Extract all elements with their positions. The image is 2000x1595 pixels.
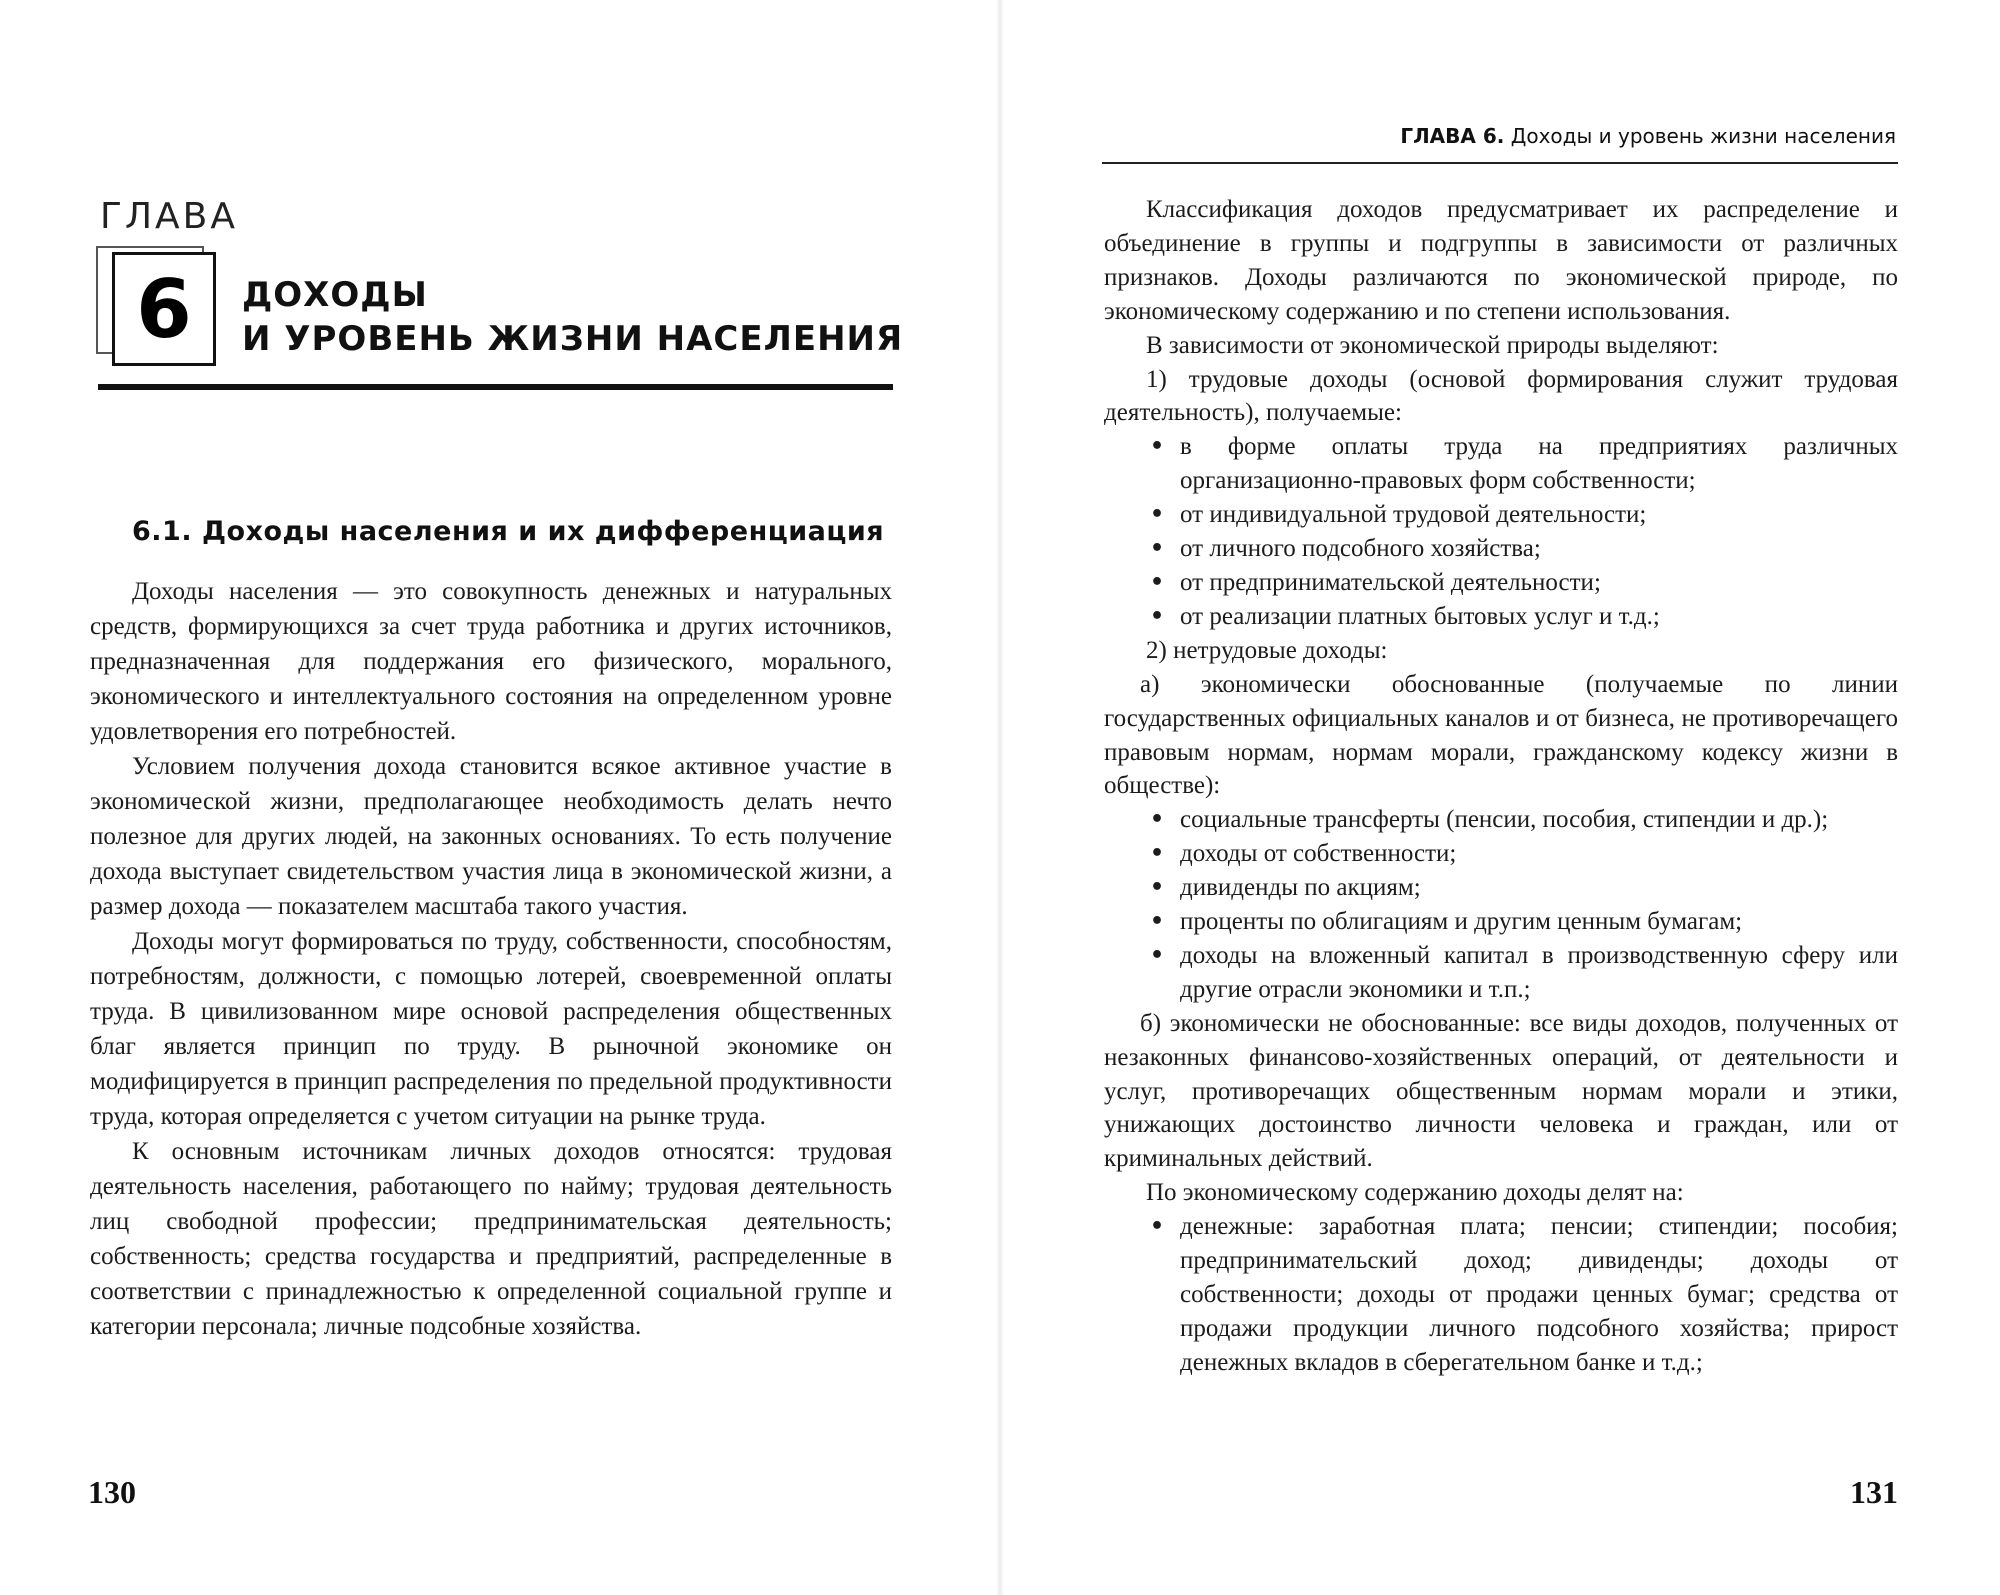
body-paragraph: К основным источникам личных доходов относятся: трудовая деятельность населения, работающего по найму; трудовая деятельность лиц свободной профессии; предпринимательская деятельность; собственность; средства государства и предприятий, распределенные в соответствии с принадлежностью к определенной социальной группе и категории персонала; личные подсобные хозяйства. [90,1138,892,1340]
chapter-word: ГЛАВА [100,196,238,237]
list-item: • проценты по облигациям и другим ценным бумагам; [1104,905,1898,939]
chapter-title-line-1: ДОХОДЫ [242,275,428,315]
labor-income-list [1104,430,1898,633]
right-page [1004,0,2000,1595]
running-head [1374,124,1896,148]
list-item: • денежные: заработная плата; пенсии; стипендии; пособия; предпринимательский доход; дивиденды; доходы от собственности; доходы от продажи ценных бумаг; средства от продажи продукции личного подсобного хозяйства; прирост денежных вкладов в сберегательном банке и т.д.; [1104,1210,1898,1380]
chapter-number: 6 [112,252,216,366]
section-title: 6.1. Доходы населения и их дифференциация [132,516,885,547]
page-number-left: 130 [88,1474,136,1510]
list-item: • от индивидуальной трудовой деятельности; [1104,498,1898,532]
list-item: • доходы на вложенный капитал в производственную сферу или другие отрасли экономики и т.п.; [1104,939,1898,1007]
list-item: • от предпринимательской деятельности; [1104,566,1898,600]
labor-income-item: 1) трудовые доходы (основой формирования служит трудовая деятельность), получаемые: [1104,365,1898,427]
intro-paragraph: Классификация доходов предусматривает их распределение и объединение в группы и подгруппы в зависимости от различных признаков. Доходы различаются по экономической природе, по экономическому содержанию и по степени использования. [1104,196,1898,325]
chapter-rule [98,384,893,390]
list-item: • от реализации платных бытовых услуг и т.д.; [1104,600,1898,634]
content-lead: По экономическому содержанию доходы делят на: [1146,1179,1684,1207]
justified-income-item: а) экономически обоснованные (получаемые по линии государственных официальных каналов и от бизнеса, не противоречащего правовым нормам, нормам морали, гражданскому кодексу жизни в обществе): [1104,670,1898,800]
list-item: • в форме оплаты труда на предприятиях различных организационно-правовых форм собственности; [1104,430,1898,498]
body-paragraph: Доходы могут формироваться по труду, собственности, способностям, потребностям, должности, с помощью лотерей, своевременной оплаты труда. В цивилизованном мире основой распределения общественных благ является принцип по труду. В рыночной экономике он модифицируется в принцип распределения по предельной продуктивности труда, которая определяется с учетом ситуации на рынке труда. [90,928,892,1130]
page-number-right: 131 [1850,1474,1898,1510]
nonlabor-income-item: 2) нетрудовые доходы: [1146,636,1388,664]
content-income-list [1104,1210,1898,1380]
left-page-body [90,574,892,1344]
running-head-rule [1102,162,1898,164]
list-item: • доходы от собственности; [1104,837,1898,871]
list-item: • от личного подсобного хозяйства; [1104,532,1898,566]
list-item: • социальные трансферты (пенсии, пособия, стипендии и др.); [1104,803,1898,837]
body-paragraph: Доходы населения — это совокупность денежных и натуральных средств, формирующихся за счет труда работника и других источников, предназначенная для поддержания его физического, морального, экономического и интеллектуального состояния на определенном уровне удовлетворения его потребностей. [90,578,892,745]
running-head-title: Доходы и уровень жизни населения [1510,124,1896,148]
body-paragraph: Условием получения дохода становится всякое активное участие в экономической жизни, предполагающее необходимость делать нечто полезное для других людей, на законных основаниях. То есть получение дохода выступает свидетельством участия лица в экономической жизни, а размер дохода — показателем масштаба такого участия. [90,753,892,920]
unjustified-income-item: б) экономически не обоснованные: все виды доходов, полученных от незаконных финансово-хозяйственных операций, от деятельности и услуг, противоречащих общественным нормам морали и этики, унижающих достоинство личности человека и граждан, или от криминальных действий. [1104,1009,1898,1173]
chapter-title [242,273,903,361]
book-gutter [996,0,1004,1595]
nature-lead: В зависимости от экономической природы выделяют: [1146,331,1719,359]
running-head-chapter: ГЛАВА 6. [1400,124,1505,148]
right-page-body [1104,193,1898,1380]
justified-income-list [1104,803,1898,1006]
chapter-title-line-2: И УРОВЕНЬ ЖИЗНИ НАСЕЛЕНИЯ [242,319,904,359]
left-page [0,0,996,1595]
list-item: • дивиденды по акциям; [1104,871,1898,905]
